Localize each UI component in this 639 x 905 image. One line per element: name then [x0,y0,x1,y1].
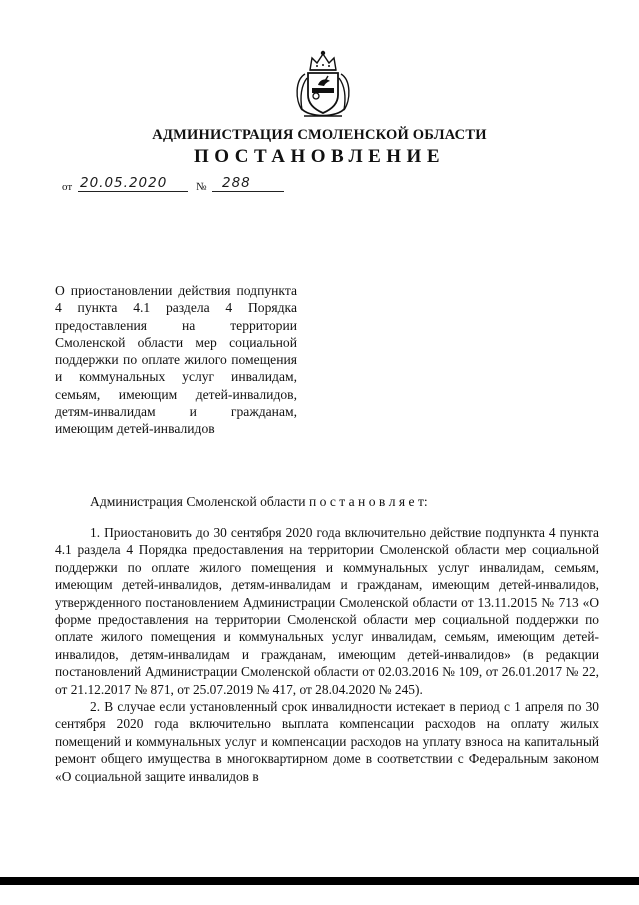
date-prefix: от [62,181,73,193]
document-subject: О приостановлении действия подпункта 4 пункта 4.1 раздела 4 Порядка предоставления на территории Смоленской области мер социальной поддержки по оплате жилого помещения и коммунальных услуг инвалидам, семьям, имеющим детей-инвалидов, детям-инвалидам и гражданам, имеющим детей-инвалидов [55,283,297,437]
organization-title: АДМИНИСТРАЦИЯ СМОЛЕНСКОЙ ОБЛАСТИ [152,127,487,143]
preamble: Администрация Смоленской области п о с т а н о в л я е т: [90,494,428,509]
number-prefix: № [196,181,207,193]
document-number: 288 [222,175,251,191]
document-meta [62,176,302,196]
paragraph-2: 2. В случае если установленный срок инвалидности истекает в период с 1 апреля по 30 сентября 2020 года включительно выплата компенсации расходов на оплату жилых помещений и коммунальных услуг и компенсации расходов на уплату взноса на капитальный ремонт общего имущества в многоквартирном доме в соответствии с Федеральным законом «О социальной защите инвалидов в [55,699,599,784]
coat-of-arms-icon [292,48,354,124]
document-body [55,524,599,785]
paragraph-1: 1. Приостановить до 30 сентября 2020 года включительно действие подпункта 4 пункта 4.1 раздела 4 Порядка предоставления на территории Смоленской области мер социальной поддержки по оплате жилого помещения и коммунальных услуг инвалидам, семьям, имеющим детей-инвалидов, детям-инвалидам и гражданам, имеющим детей-инвалидов, утвержденного постановлением Администрации Смоленской области от 13.11.2015 № 713 «О форме предоставления на территории Смоленской области мер социальной поддержки по оплате жилого помещения и коммунальных услуг инвалидам, семьям, имеющим детей-инвалидов, детям-инвалидам и гражданам, имеющим детей-инвалидов» (в редакции постановлений Администрации Смоленской области от 02.03.2016 № 109, от 26.01.2017 № 22, от 21.12.2017 № 871, от 25.07.2019 № 417, от 28.04.2020 № 245). [55,525,599,697]
scan-border-bar [0,877,639,885]
document-type-title: ПОСТАНОВЛЕНИЕ [193,146,446,167]
document-date: 20.05.2020 [80,175,168,191]
date-underline [78,191,188,192]
number-underline [212,191,284,192]
